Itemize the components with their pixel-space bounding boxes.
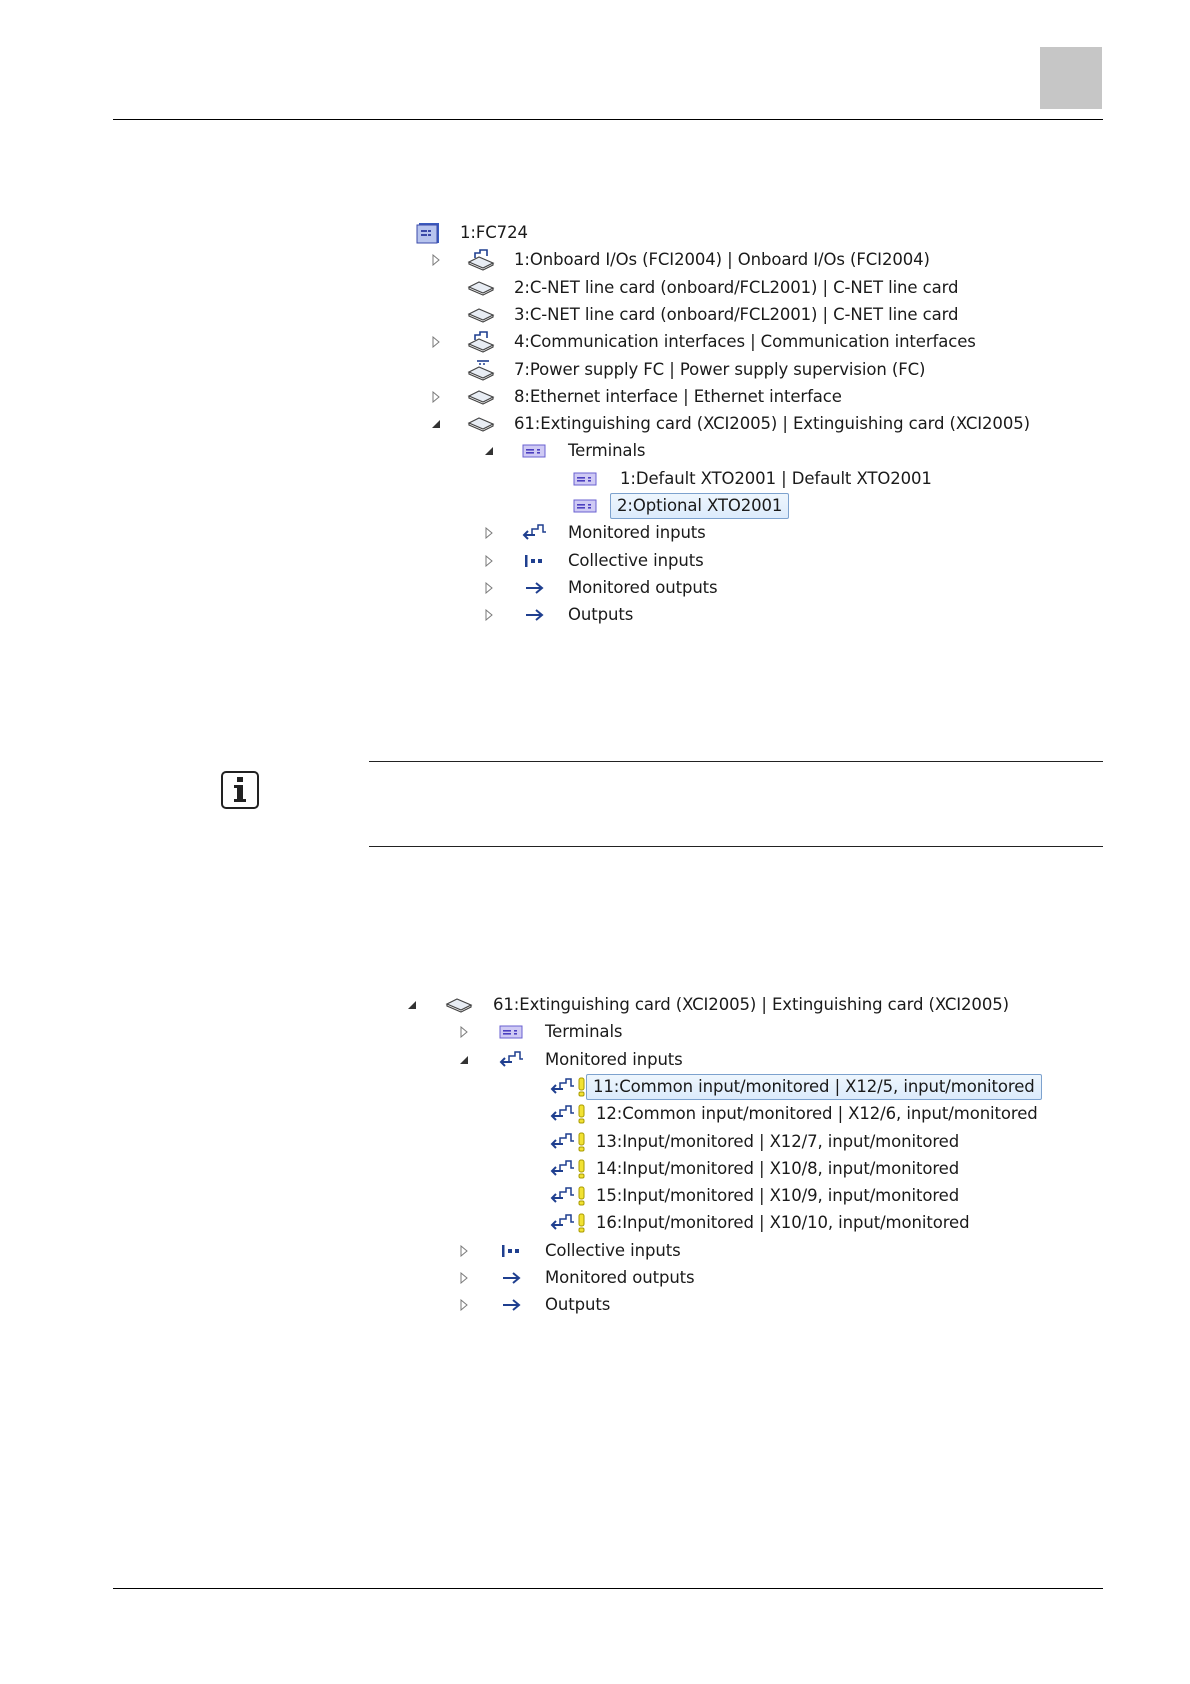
power-card-icon	[467, 359, 495, 381]
collapsed-triangle-icon[interactable]	[458, 1026, 470, 1038]
page-corner-tab	[1040, 47, 1102, 109]
tree-node-label: Outputs	[545, 1295, 611, 1314]
terminals-icon	[520, 440, 548, 462]
tree-node-label: 3:C-NET line card (onboard/FCL2001) | C-NET line card	[514, 305, 959, 324]
note-bottom-rule	[369, 846, 1103, 847]
collapsed-triangle-icon[interactable]	[483, 582, 495, 594]
collapsed-triangle-icon[interactable]	[483, 609, 495, 621]
tree-node-label: Terminals	[568, 441, 646, 460]
module-io-icon	[467, 249, 495, 271]
monitored-input-warning-icon	[548, 1103, 590, 1125]
tree-node-label: Terminals	[545, 1022, 623, 1041]
collapsed-triangle-icon[interactable]	[430, 254, 442, 266]
output-arrow-icon	[520, 604, 548, 626]
tree-node-label: 61:Extinguishing card (XCI2005) | Extinguishing card (XCI2005)	[493, 995, 1009, 1014]
collapsed-triangle-icon[interactable]	[430, 391, 442, 403]
collapsed-triangle-icon[interactable]	[483, 555, 495, 567]
tree-node-label: 1:Default XTO2001 | Default XTO2001	[620, 469, 932, 488]
tree-node-label: 1:FC724	[460, 223, 528, 242]
tree-node-label: Monitored outputs	[568, 578, 718, 597]
collapsed-triangle-icon[interactable]	[458, 1272, 470, 1284]
card-icon	[445, 994, 473, 1016]
monitored-input-warning-icon	[548, 1158, 590, 1180]
card-icon	[467, 304, 495, 326]
output-arrow-icon	[520, 577, 548, 599]
header-rule	[113, 119, 1103, 120]
card-icon	[467, 413, 495, 435]
tree-node-label: 12:Common input/monitored | X12/6, input/monitored	[596, 1104, 1038, 1123]
panel-icon	[414, 222, 442, 244]
tree-node-label: Monitored inputs	[545, 1050, 683, 1069]
expanded-triangle-icon[interactable]	[458, 1054, 470, 1066]
tree-node-label: 2:C-NET line card (onboard/FCL2001) | C-NET line card	[514, 278, 959, 297]
tree-node-label: Monitored inputs	[568, 523, 706, 542]
tree-node-label: 7:Power supply FC | Power supply supervision (FC)	[514, 360, 926, 379]
tree-node-label: 16:Input/monitored | X10/10, input/monitored	[596, 1213, 970, 1232]
collapsed-triangle-icon[interactable]	[458, 1245, 470, 1257]
tree-node-label: Monitored outputs	[545, 1268, 695, 1287]
tree-node-label: 61:Extinguishing card (XCI2005) | Extinguishing card (XCI2005)	[514, 414, 1030, 433]
tree-node-label: 8:Ethernet interface | Ethernet interface	[514, 387, 842, 406]
terminals-icon	[571, 495, 599, 517]
monitored-input-icon	[520, 522, 548, 544]
tree-node-label: 4:Communication interfaces | Communication interfaces	[514, 332, 976, 351]
tree-node-label: Collective inputs	[568, 551, 704, 570]
tree-node-label: 2:Optional XTO2001	[610, 493, 789, 519]
monitored-input-icon	[497, 1049, 525, 1071]
card-icon	[467, 277, 495, 299]
tree-node-label: 1:Onboard I/Os (FCI2004) | Onboard I/Os (FCI2004)	[514, 250, 930, 269]
collapsed-triangle-icon[interactable]	[458, 1299, 470, 1311]
expanded-triangle-icon[interactable]	[406, 999, 418, 1011]
collapsed-triangle-icon[interactable]	[430, 336, 442, 348]
tree-node-label: 13:Input/monitored | X12/7, input/monitored	[596, 1132, 960, 1151]
module-io-icon	[467, 331, 495, 353]
collective-input-icon	[520, 550, 548, 572]
tree-node-label: 11:Common input/monitored | X12/5, input/monitored	[586, 1074, 1042, 1100]
monitored-input-warning-icon	[548, 1131, 590, 1153]
monitored-input-warning-icon	[548, 1076, 590, 1098]
tree-node-label: 14:Input/monitored | X10/8, input/monitored	[596, 1159, 960, 1178]
collective-input-icon	[497, 1240, 525, 1262]
monitored-input-warning-icon	[548, 1185, 590, 1207]
expanded-triangle-icon[interactable]	[483, 445, 495, 457]
note-top-rule	[369, 761, 1103, 762]
info-icon	[221, 771, 259, 809]
output-arrow-icon	[497, 1294, 525, 1316]
output-arrow-icon	[497, 1267, 525, 1289]
card-icon	[467, 386, 495, 408]
tree-node-label: Collective inputs	[545, 1241, 681, 1260]
monitored-input-warning-icon	[548, 1212, 590, 1234]
terminals-icon	[571, 468, 599, 490]
footer-rule	[113, 1588, 1103, 1589]
tree-node-label: 15:Input/monitored | X10/9, input/monitored	[596, 1186, 960, 1205]
tree-node-label: Outputs	[568, 605, 634, 624]
collapsed-triangle-icon[interactable]	[483, 527, 495, 539]
terminals-icon	[497, 1021, 525, 1043]
expanded-triangle-icon[interactable]	[430, 418, 442, 430]
